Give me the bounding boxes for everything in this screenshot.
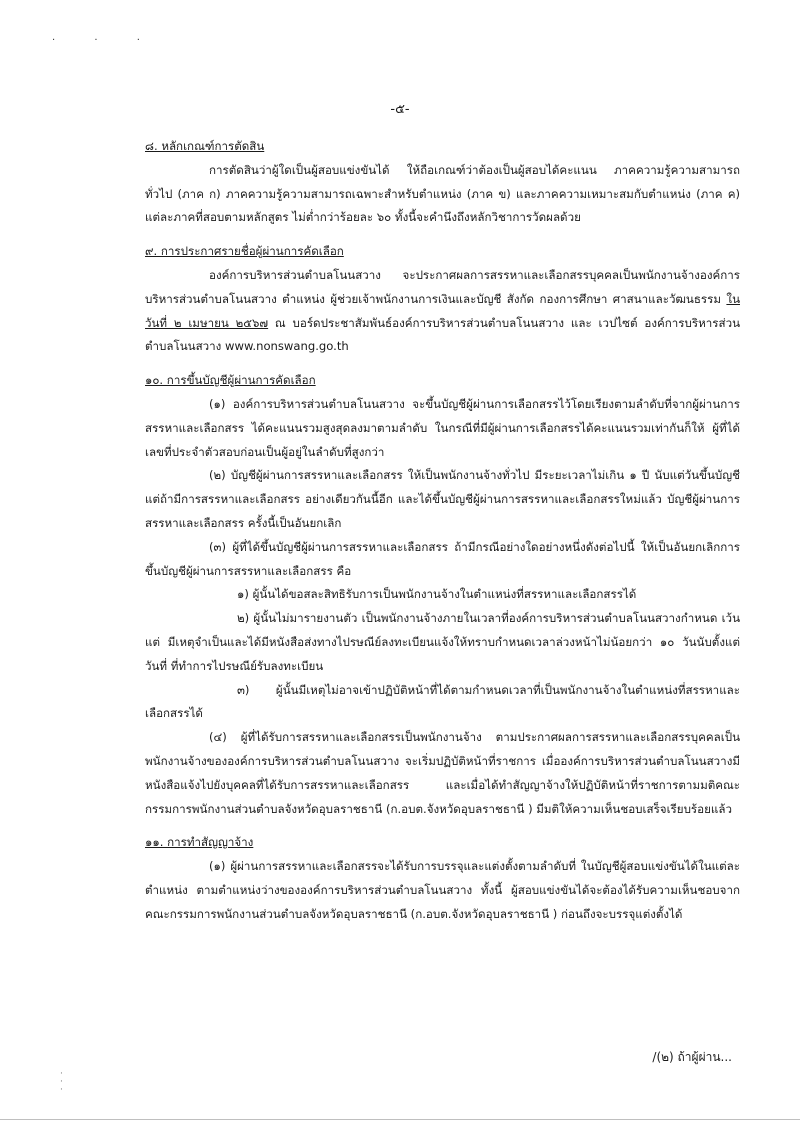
margin-dots: · · · <box>60 1069 63 1095</box>
section-9-body-post: ณ บอร์ดประชาสัมพันธ์องค์การบริหารส่วนตำบลโนนสวาง และ เวปไซต์ องค์การบริหารส่วนตำบลโนนสวาง www.nonswang.go.th <box>145 315 740 354</box>
section-10-item-4: (๔) ผู้ที่ได้รับการสรรหาและเลือกสรรเป็นพนักงานจ้าง ตามประกาศผลการสรรหาและเลือกสรรบุคคลเป็นพนักงานจ้างขององค์การบริหารส่วนตำบลโนนสวาง จะเริ่มปฏิบัติหน้าที่ราชการ เมื่อองค์การบริหารส่วนตำบลโนนสวางมีหนังสือแจ้งไปยังบุคคลที่ได้รับการสรรหาและเลือกสรร และเมื่อได้ทำสัญญาจ้างให้ปฏิบัติหน้าที่ราชการตามมติคณะกรรมการพนักงานส่วนตำบลจังหวัดอุบลราชธานี (ก.อบต.จังหวัดอุบลราชธานี ) มีมติให้ความเห็นชอบเสร็จเรียบร้อยแล้ว <box>145 730 740 816</box>
scan-specks: . . . <box>52 32 158 43</box>
section-8 <box>145 135 740 230</box>
section-10-heading: ๑๐. การขึ้นบัญชีผู้ผ่านการคัดเลือก <box>145 373 316 388</box>
section-8-body: การตัดสินว่าผู้ใดเป็นผู้สอบแข่งขันได้ ให้ถือเกณฑ์ว่าต้องเป็นผู้สอบได้คะแนน ภาคความรู้ความสามารถทั่วไป (ภาค ก) ภาคความรู้ความสามารถเฉพาะสำหรับตำแหน่ง (ภาค ข) และภาคความเหมาะสมกับตำแหน่ง (ภาค ค) แต่ละภาคที่สอบตามหลักสูตร ไม่ต่ำกว่าร้อยละ ๖๐ ทั้งนี้จะคำนึงถึงหลักวิชาการวัดผลด้วย <box>145 162 740 225</box>
section-10-item-2: (๒) บัญชีผู้ผ่านการสรรหาและเลือกสรร ให้เป็นพนักงานจ้างทั่วไป มีระยะเวลาไม่เกิน ๑ ปี นับแต่วันขึ้นบัญชี แต่ถ้ามีการสรรหาและเลือกสรร อย่างเดียวกันนี้อีก และได้ขึ้นบัญชีผู้ผ่านการสรรหาและเลือกสรรใหม่แล้ว บัญชีผู้ผ่านการสรรหาและเลือกสรร ครั้งนี้เป็นอันยกเลิก <box>145 468 740 530</box>
document-body <box>145 135 740 937</box>
section-10 <box>145 369 740 821</box>
section-10-subitem-3: ๓) ผู้นั้นมีเหตุไม่อาจเข้าปฏิบัติหน้าที่ได้ตามกำหนดเวลาที่เป็นพนักงานจ้างในตำแหน่งที่สรรหาและเลือกสรรได้ <box>145 682 740 721</box>
continuation-note: /(๒) ถ้าผู้ผ่าน... <box>652 1050 732 1064</box>
section-11-heading: ๑๑. การทำสัญญาจ้าง <box>145 835 254 850</box>
section-8-heading: ๘. หลักเกณฑ์การตัดสิน <box>145 139 265 153</box>
section-9-heading: ๙. การประกาศรายชื่อผู้ผ่านการคัดเลือก <box>145 244 344 259</box>
section-9-body-pre: องค์การบริหารส่วนตำบลโนนสวาง จะประกาศผลการสรรหาและเลือกสรรบุคคลเป็นพนักงานจ้างองค์การบริหารส่วนตำบลโนนสวาง ตำแหน่ง ผู้ช่วยเจ้าพนักงานการเงินและบัญชี สังกัด กองการศึกษา ศาสนาและวัฒนธรรม <box>145 267 740 306</box>
scan-bottom-line <box>0 1119 800 1120</box>
section-11-item-1: (๑) ผู้ผ่านการสรรหาและเลือกสรรจะได้รับการบรรจุและแต่งตั้งตามลำดับที่ ในบัญชีผู้สอบแข่งขันได้ในแต่ละตำแหน่ง ตามตำแหน่งว่างขององค์การบริหารส่วนตำบลโนนสวาง ทั้งนี้ ผู้สอบแข่งขันได้จะต้องได้รับความเห็นชอบจากคณะกรรมการพนักงานส่วนตำบลจังหวัดอุบลราชธานี (ก.อบต.จังหวัดอุบลราชธานี ) ก่อนถึงจะบรรจุแต่งตั้งได้ <box>145 859 740 921</box>
announcement-date: ในวันที่ ๒ เมษายน ๒๕๖๗ <box>145 291 740 330</box>
section-10-subitem-1: ๑) ผู้นั้นได้ขอสละสิทธิรับการเป็นพนักงานจ้างในตำแหน่งที่สรรหาและเลือกสรรได้ <box>237 587 637 602</box>
section-10-subitem-2: ๒) ผู้นั้นไม่มารายงานตัว เป็นพนักงานจ้างภายในเวลาที่องค์การบริหารส่วนตำบลโนนสวางกำหนด เว้นแต่ มีเหตุจำเป็นและได้มีหนังสือส่งทางไปรษณีย์ลงทะเบียนแจ้งให้ทราบกำหนดเวลาล่วงหน้าไม่น้อยกว่า ๑๐ วันนับตั้งแต่วันที่ ที่ทำการไปรษณีย์รับลงทะเบียน <box>145 611 740 673</box>
section-11 <box>145 831 740 926</box>
section-9-body <box>145 264 740 359</box>
section-9 <box>145 240 740 359</box>
page-number: -๕- <box>390 102 410 117</box>
section-10-item-3: (๓) ผู้ที่ได้ขึ้นบัญชีผู้ผ่านการสรรหาและเลือกสรร ถ้ามีกรณีอย่างใดอย่างหนึ่งดังต่อไปนี้ ให้เป็นอันยกเลิกการขึ้นบัญชีผู้ผ่านการสรรหาและเลือกสรร คือ <box>145 539 740 578</box>
section-10-item-1: (๑) องค์การบริหารส่วนตำบลโนนสวาง จะขึ้นบัญชีผู้ผ่านการเลือกสรรไว้โดยเรียงตามลำดับที่จากผู้ผ่านการสรรหาและเลือกสรร ได้คะแนนรวมสูงสุดลงมาตามลำดับ ในกรณีที่มีผู้ผ่านการเลือกสรรได้คะแนนรวมเท่ากันก็ให้ ผู้ที่ได้เลขที่ประจำตัวสอบก่อนเป็นผู้อยู่ในลำดับที่สูงกว่า <box>145 396 740 459</box>
